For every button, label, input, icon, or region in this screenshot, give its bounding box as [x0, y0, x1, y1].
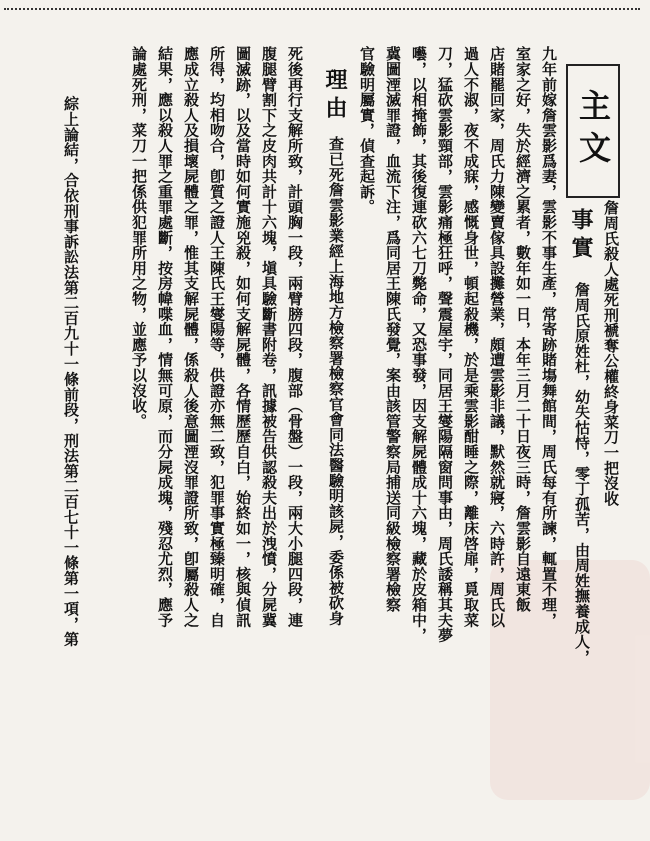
reasons-line: 論處死刑，菜刀一把係供犯罪所用之物，並應予以沒收。 — [130, 46, 148, 429]
main-text-heading: 主文 — [574, 89, 612, 173]
main-text-heading-box — [566, 64, 620, 198]
reasons-line: 腹腿臂割下之皮肉共計十六塊，塡具驗斷書附卷，訊據被告供認殺夫出於洩憤，分屍冀 — [260, 46, 278, 628]
facts-line: 刀，猛砍雲影頸部，雲影痛極狂呼，聲震屋宇，同居王燮陽隔窗問事由，周氏諉稱其夫夢 — [436, 46, 454, 643]
facts-line: 室家之好，失於經濟之累者，數年如一日，本年三月二十日夜三時，詹雲影自遠東飯 — [514, 46, 532, 613]
reasons-line: 圖滅跡，以及當時如何實施兇殺，如何支解屍體，各情歷歷自白，始終如一，核與偵訊 — [234, 46, 252, 628]
main-text-sentence: 詹周氏殺人處死刑褫奪公權終身菜刀一把沒收 — [602, 200, 620, 506]
reasons-line: 所得，均相吻合，卽質之證人王陳氏王燮陽等，供證亦無二致，犯罪事實極臻明確，自 — [208, 46, 226, 628]
reasons-heading: 理由 — [322, 68, 348, 124]
facts-intro-line: 詹周氏原姓杜，幼失怙恃，零丁孤苦，由周姓撫養成人， — [573, 282, 591, 665]
facts-line: 過人不淑，夜不成寐，感慨身世，頓起殺機，於是乘雲影酣睡之際，離床啓扉，覓取菜 — [462, 46, 480, 628]
facts-line: 官驗明屬實，偵查起訴。 — [358, 46, 376, 215]
facts-line: 九年前嫁詹雲影爲妻，雲影不事生產，常寄跡賭塲舞館間，周氏每有所諫，輒置不理， — [540, 46, 558, 628]
facts-line: 店賭罷回家，周氏力陳變賣傢具設攤營業，頗遭雲影非議，默然就寢，六時許，周氏以 — [488, 46, 506, 628]
conclusion-line: 綜上論結，合依刑事訴訟法第二百九十一條前段，刑法第二百七十一條第一項，第 — [62, 96, 80, 647]
reasons-intro-line: 查已死詹雲影業經上海地方檢察署檢察官會同法醫驗明該屍，委係被砍身 — [327, 136, 345, 626]
top-dotted-border — [4, 8, 640, 10]
facts-heading: 事實 — [568, 208, 594, 264]
reasons-line: 結果，應以殺人罪之重罪處斷，按房幃喋血，情無可原，而分屍成塊，殘忍尤烈，應予 — [156, 46, 174, 628]
reasons-line: 死後再行支解所致，計頭胸一段，兩臂膀四段，腹部（骨盤）一段，兩大小腿四段，連 — [286, 46, 304, 628]
reasons-line: 應成立殺人及損壞屍體之罪，惟其支解屍體，係殺人後意圖湮沒罪證所致，卽屬殺人之 — [182, 46, 200, 628]
facts-line: 囈，以相掩飾，其後復連砍六七刀斃命，又恐事發，因支解屍體成十六塊，藏於皮箱中， — [410, 46, 428, 643]
facts-line: 冀圖湮滅罪證，血流下注，爲同居王陳氏發覺，案由該管警察局捕送同級檢察署檢察 — [384, 46, 402, 613]
